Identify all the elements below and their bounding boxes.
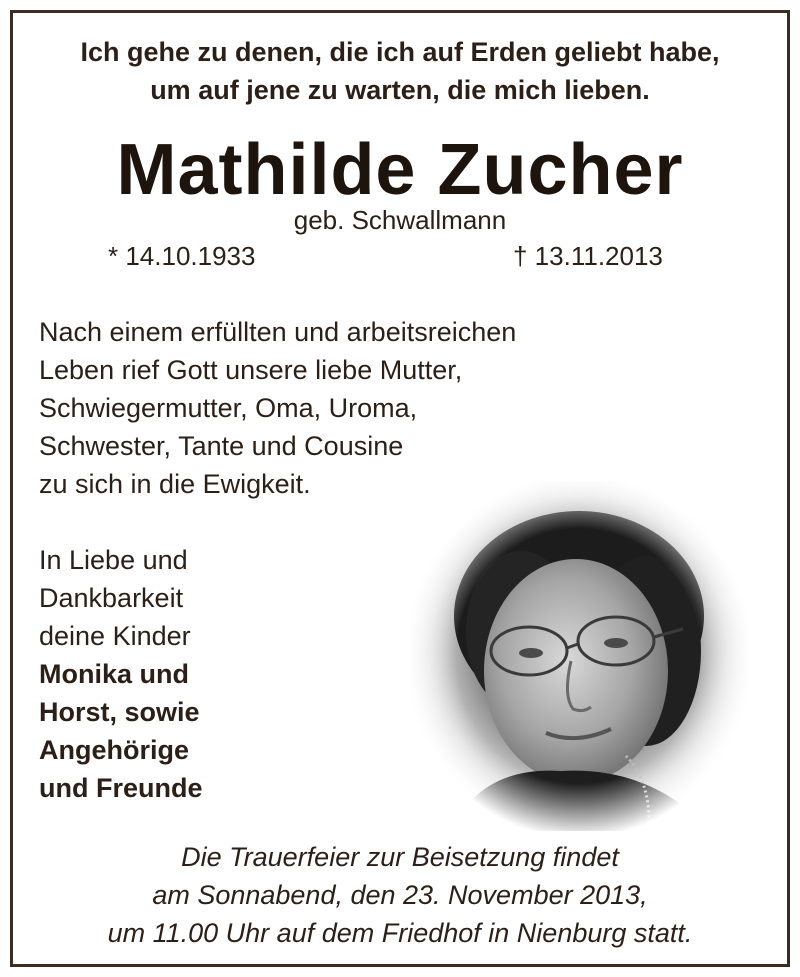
motto-line: um auf jene zu warten, die mich lieben. [150, 75, 650, 105]
announcement-line: Nach einem erfüllten und arbeitsreichen [39, 317, 517, 347]
signature-name: Angehörige [39, 735, 190, 765]
death-date: † 13.11.2013 [513, 241, 663, 271]
signature-line: deine Kinder [39, 621, 191, 651]
portrait-photo [411, 481, 747, 831]
birth-name: geb. Schwallmann [293, 205, 507, 235]
deceased-name: Mathilde Zucher [116, 130, 684, 210]
announcement-line: Schwiegermutter, Oma, Uroma, [39, 393, 418, 423]
signature-block [39, 541, 299, 807]
signature-name: Horst, sowie [39, 697, 200, 727]
motto-line: Ich gehe zu denen, die ich auf Erden geliebt habe, [80, 37, 720, 67]
motto [13, 33, 787, 109]
signature-name: Monika und [39, 659, 189, 689]
funeral-line: Die Trauerfeier zur Beisetzung findet [181, 842, 619, 872]
funeral-info [13, 838, 787, 952]
announcement-line: zu sich in die Ewigkeit. [39, 469, 311, 499]
birth-date: * 14.10.1933 [108, 241, 256, 271]
funeral-line: am Sonnabend, den 23. November 2013, [152, 880, 648, 910]
announcement-text [39, 313, 599, 503]
signature-line: Dankbarkeit [39, 583, 184, 613]
funeral-line: um 11.00 Uhr auf dem Friedhof in Nienburg statt. [107, 918, 693, 948]
signature-line: In Liebe und [39, 545, 188, 575]
announcement-line: Leben rief Gott unsere liebe Mutter, [39, 355, 463, 385]
obituary-frame [10, 10, 790, 967]
announcement-line: Schwester, Tante und Cousine [39, 431, 404, 461]
signature-name: und Freunde [39, 773, 203, 803]
